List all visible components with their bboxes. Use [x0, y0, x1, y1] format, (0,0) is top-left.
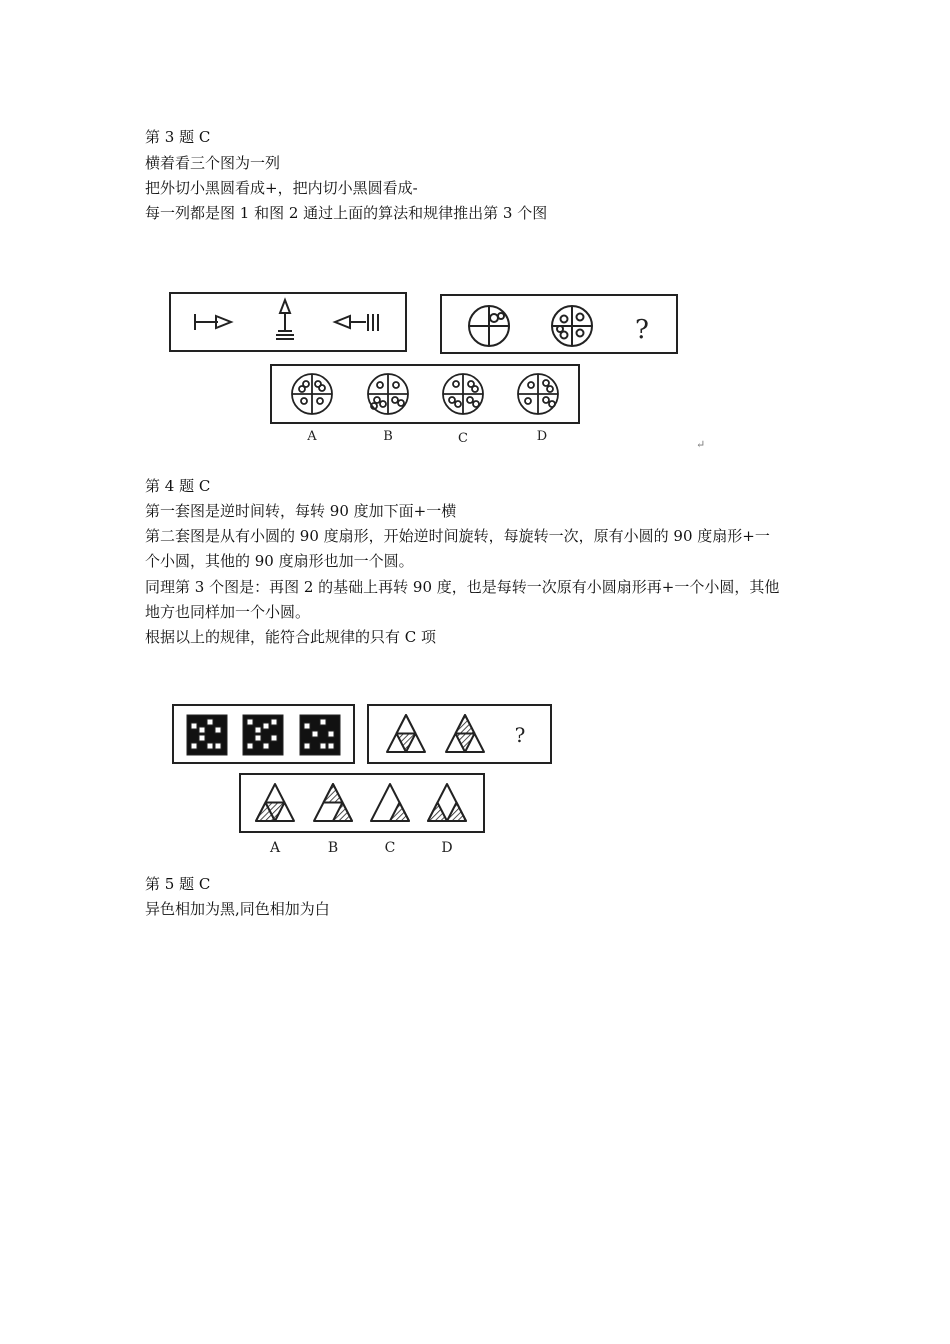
triangle-option-a: [256, 784, 294, 821]
option-label-b: B: [383, 429, 393, 444]
q3-line-1: 横着看三个图为一列: [145, 154, 281, 172]
triangle-option-b: [314, 784, 352, 821]
option-label-c-2: C: [384, 840, 396, 856]
option-label-a: A: [307, 429, 317, 444]
q4-line-2: 第二套图是从有小圆的 90 度扇形，开始逆时间旋转，每旋转一次，原有小圆的 90 度扇形+一: [145, 527, 770, 545]
triangle-figure-2: [446, 715, 484, 752]
triangle-figure-1: [387, 715, 425, 752]
q4-line-5: 地方也同样加一个小圆。: [145, 603, 311, 621]
option-label-d-2: D: [441, 840, 453, 856]
option-b-figure: [368, 374, 408, 414]
return-mark: ↵: [696, 438, 706, 451]
grid-figure-3: [300, 715, 340, 755]
option-label-a-2: A: [269, 840, 281, 856]
grid-figure-1: [187, 715, 227, 755]
q4-line-3: 个小圆，其他的 90 度扇形也加一个圆。: [145, 552, 414, 570]
q3-heading: 第 3 题 C: [145, 128, 211, 146]
q5-heading: 第 5 题 C: [145, 875, 211, 893]
question-mark: ?: [635, 315, 649, 345]
question-mark-2: ?: [514, 723, 526, 747]
q4-heading: 第 4 题 C: [145, 477, 211, 495]
figure-q4-circles: [160, 285, 720, 455]
triangle-option-c: [371, 784, 409, 821]
option-label-c: C: [458, 431, 468, 446]
grid-figure-2: [243, 715, 283, 755]
option-label-d: D: [536, 429, 548, 444]
figure-q5-triangles: [165, 700, 565, 860]
option-c-figure: [443, 374, 483, 414]
q3-line-3: 每一列都是图 1 和图 2 通过上面的算法和规律推出第 3 个图: [145, 204, 548, 222]
q4-line-1: 第一套图是逆时间转，每转 90 度加下面+一横: [145, 502, 457, 520]
q4-line-6: 根据以上的规律，能符合此规律的只有 C 项: [145, 628, 437, 646]
triangle-option-d: [428, 784, 466, 821]
q3-line-2: 把外切小黑圆看成+，把内切小黑圆看成-: [145, 179, 418, 197]
option-a-figure: [292, 374, 332, 414]
option-label-b-2: B: [327, 840, 339, 856]
q5-line-1: 异色相加为黑,同色相加为白: [145, 900, 330, 918]
q4-line-4: 同理第 3 个图是：再图 2 的基础上再转 90 度，也是每转一次原有小圆扇形再+一个小圆，其他: [145, 578, 780, 596]
option-d-figure: [518, 374, 558, 414]
